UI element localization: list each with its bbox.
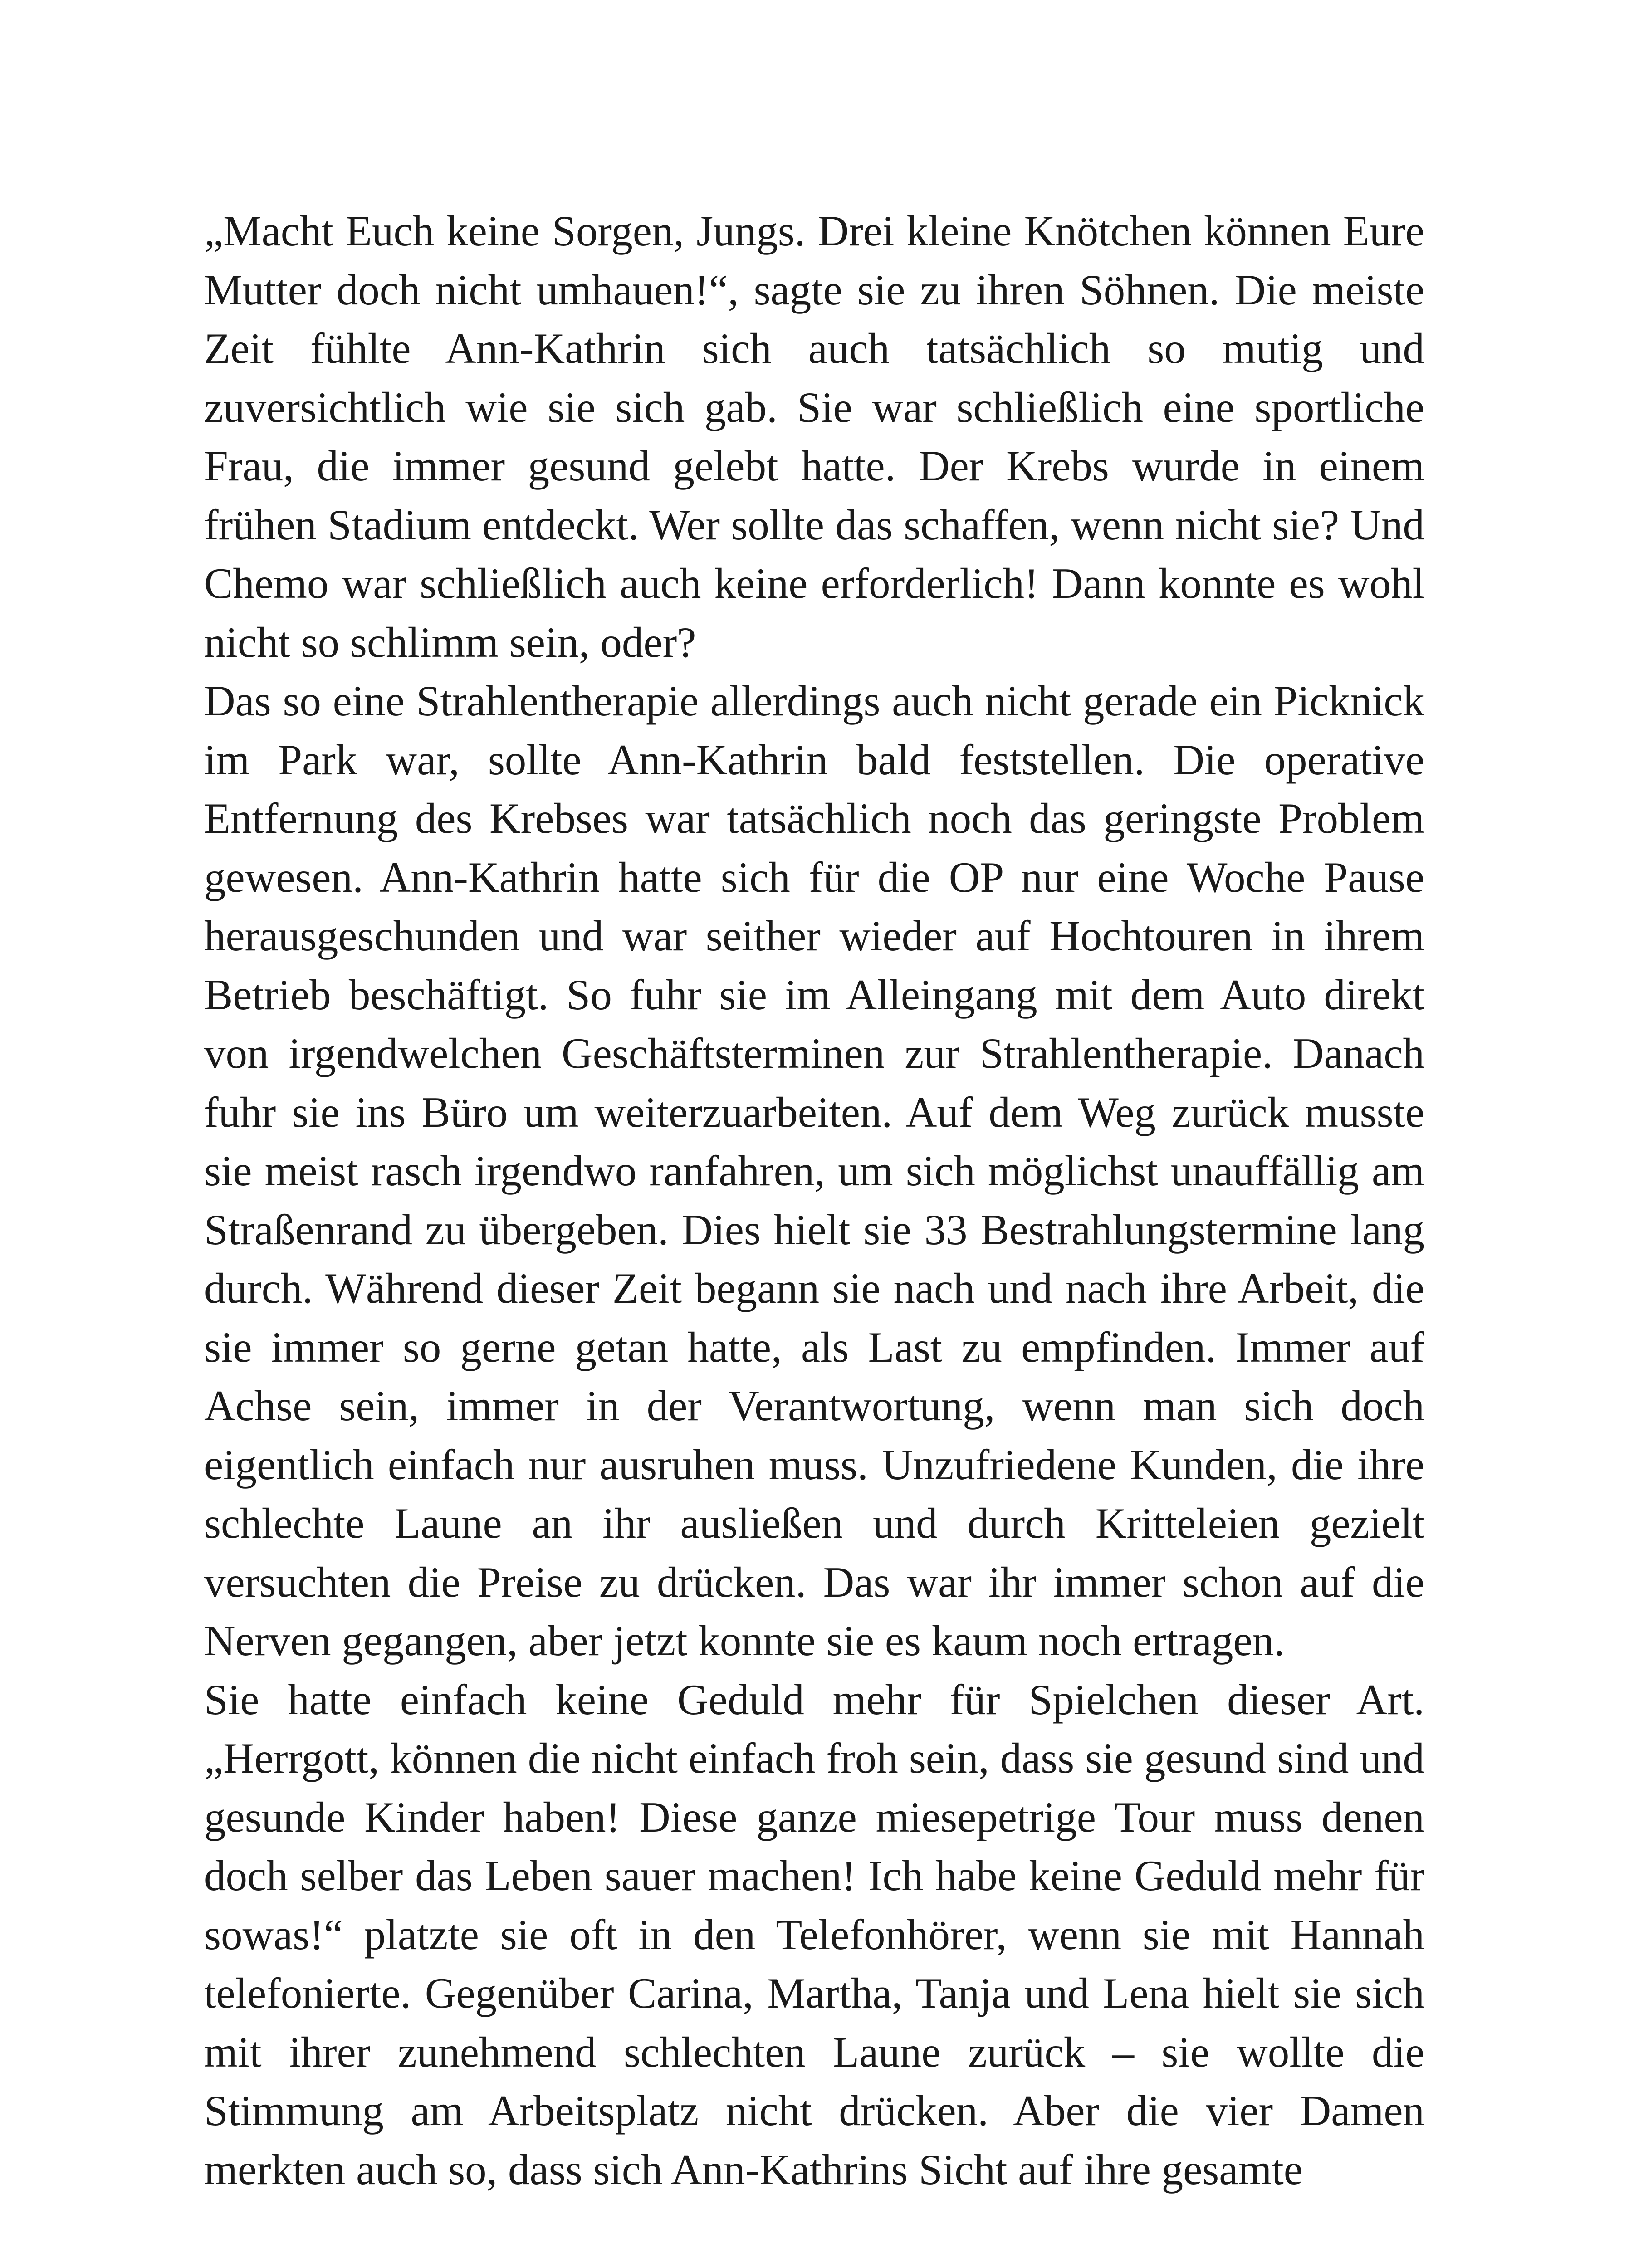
paragraph-1: „Macht Euch keine Sorgen, Jungs. Drei kleine Knötchen können Eure Mutter doch nicht umhauen!“, sagte sie zu ihren Söhnen. Die meiste Zeit fühlte Ann-Kathrin sich auch tatsächlich so mutig und zuversichtlich wie sie sich gab. Sie war schließlich eine sportliche Frau, die immer gesund gelebt hatte. Der Krebs wurde in einem frühen Stadium entdeckt. Wer sollte das schaffen, wenn nicht sie? Und Chemo war schließlich auch keine erforderlich! Dann konnte es wohl nicht so schlimm sein, oder? [204,207,1424,666]
body-text [204,202,1424,2199]
paragraph-3: Sie hatte einfach keine Geduld mehr für Spielchen dieser Art. „Herrgott, können die nicht einfach froh sein, dass sie gesund sind und gesunde Kinder haben! Diese ganze miesepetrige Tour muss denen doch selber das Leben sauer machen! Ich habe keine Geduld mehr für sowas!“ platzte sie oft in den Telefonhörer, wenn sie mit Hannah telefonierte. Gegenüber Carina, Martha, Tanja und Lena hielt sie sich mit ihrer zunehmend schlechten Laune zurück – sie wollte die Stimmung am Arbeitsplatz nicht drücken. Aber die vier Damen merkten auch so, dass sich Ann-Kathrins Sicht auf ihre gesamte [204,1675,1424,2194]
paragraph-2: Das so eine Strahlentherapie allerdings auch nicht gerade ein Picknick im Park war, sollte Ann-Kathrin bald feststellen. Die operative Entfernung des Krebses war tatsächlich noch das geringste Problem gewesen. Ann-Kathrin hatte sich für die OP nur eine Woche Pause herausgeschunden und war seither wieder auf Hochtouren in ihrem Betrieb beschäftigt. So fuhr sie im Alleingang mit dem Auto direkt von irgendwelchen Geschäftsterminen zur Strahlentherapie. Danach fuhr sie ins Büro um weiterzuarbeiten. Auf dem Weg zurück musste sie meist rasch irgendwo ranfahren, um sich möglichst unauffällig am Straßenrand zu übergeben. Dies hielt sie 33 Bestrahlungstermine lang durch. Während dieser Zeit begann sie nach und nach ihre Arbeit, die sie immer so gerne getan hatte, als Last zu empfinden. Immer auf Achse sein, immer in der Verantwortung, wenn man sich doch eigentlich einfach nur ausruhen muss. Unzufriedene Kunden, die ihre schlechte Laune an ihr ausließen und durch Kritteleien gezielt versuchten die Preise zu drücken. Das war ihr immer schon auf die Nerven gegangen, aber jetzt konnte sie es kaum noch ertragen. [204,677,1424,1665]
